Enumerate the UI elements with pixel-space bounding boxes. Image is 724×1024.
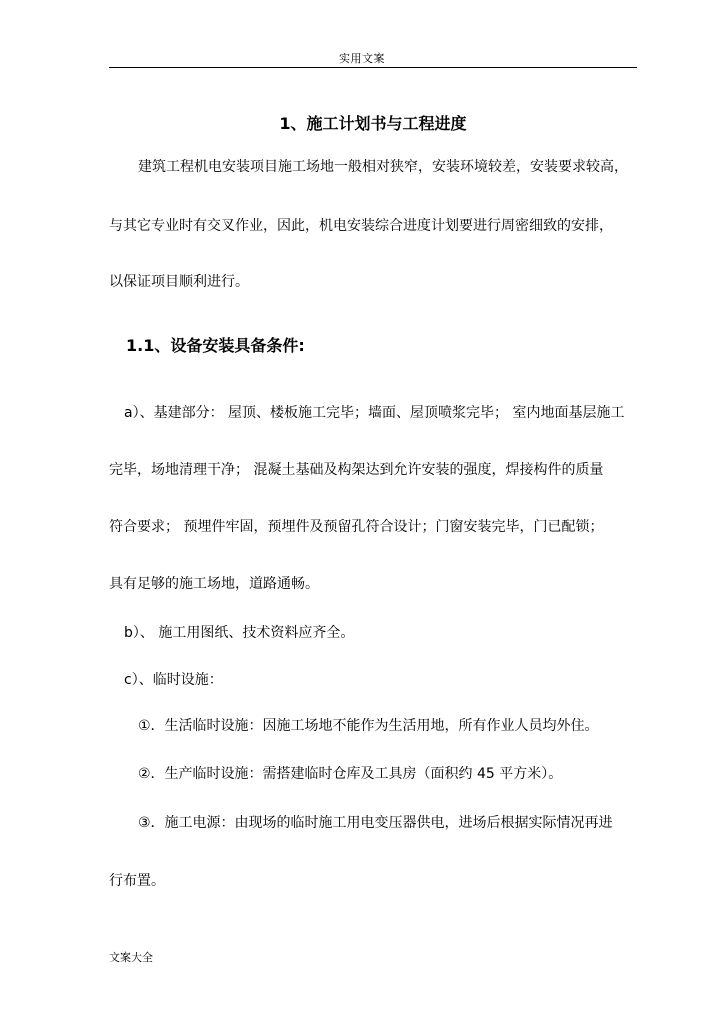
page-footer: 文案大全: [109, 951, 153, 964]
subsection-heading: 1.1、设备安装具备条件:: [126, 336, 305, 355]
header-divider: [109, 67, 637, 68]
item-a-line-4: 具有足够的施工场地，道路通畅。: [109, 576, 319, 592]
item-a-line-1: a）、基建部分： 屋顶、楼板施工完毕；墙面、屋顶喷浆完毕； 室内地面基层施工: [124, 405, 625, 421]
sub-item-3-line-1: ③．施工电源：由现场的临时施工用电变压器供电，进场后根据实际情况再进: [138, 815, 613, 831]
section-title: 1、施工计划书与工程进度: [279, 114, 467, 133]
page-header: 实用文案: [339, 52, 385, 65]
item-a-line-3: 符合要求； 预埋件牢固，预埋件及预留孔符合设计；门窗安装完毕，门已配锁；: [109, 519, 604, 535]
item-c: c）、临时设施：: [124, 672, 223, 688]
item-a-line-2: 完毕，场地清理干净； 混凝土基础及构架达到允许安装的强度，焊接构件的质量: [109, 462, 604, 478]
intro-line-3: 以保证项目顺利进行。: [109, 274, 249, 290]
item-b: b）、 施工用图纸、技术资料应齐全。: [124, 625, 355, 641]
sub-item-3-line-2: 行布置。: [109, 873, 165, 889]
sub-item-1: ①．生活临时设施：因施工场地不能作为生活用地，所有作业人员均外住。: [138, 718, 599, 734]
intro-line-1: 建筑工程机电安装项目施工场地一般相对狭窄，安装环境较差，安装要求较高，: [138, 159, 628, 175]
sub-item-2: ②．生产临时设施：需搭建临时仓库及工具房（面积约 45 平方米）。: [138, 766, 563, 782]
intro-line-2: 与其它专业时有交叉作业，因此，机电安装综合进度计划要进行周密细致的安排，: [109, 218, 613, 234]
